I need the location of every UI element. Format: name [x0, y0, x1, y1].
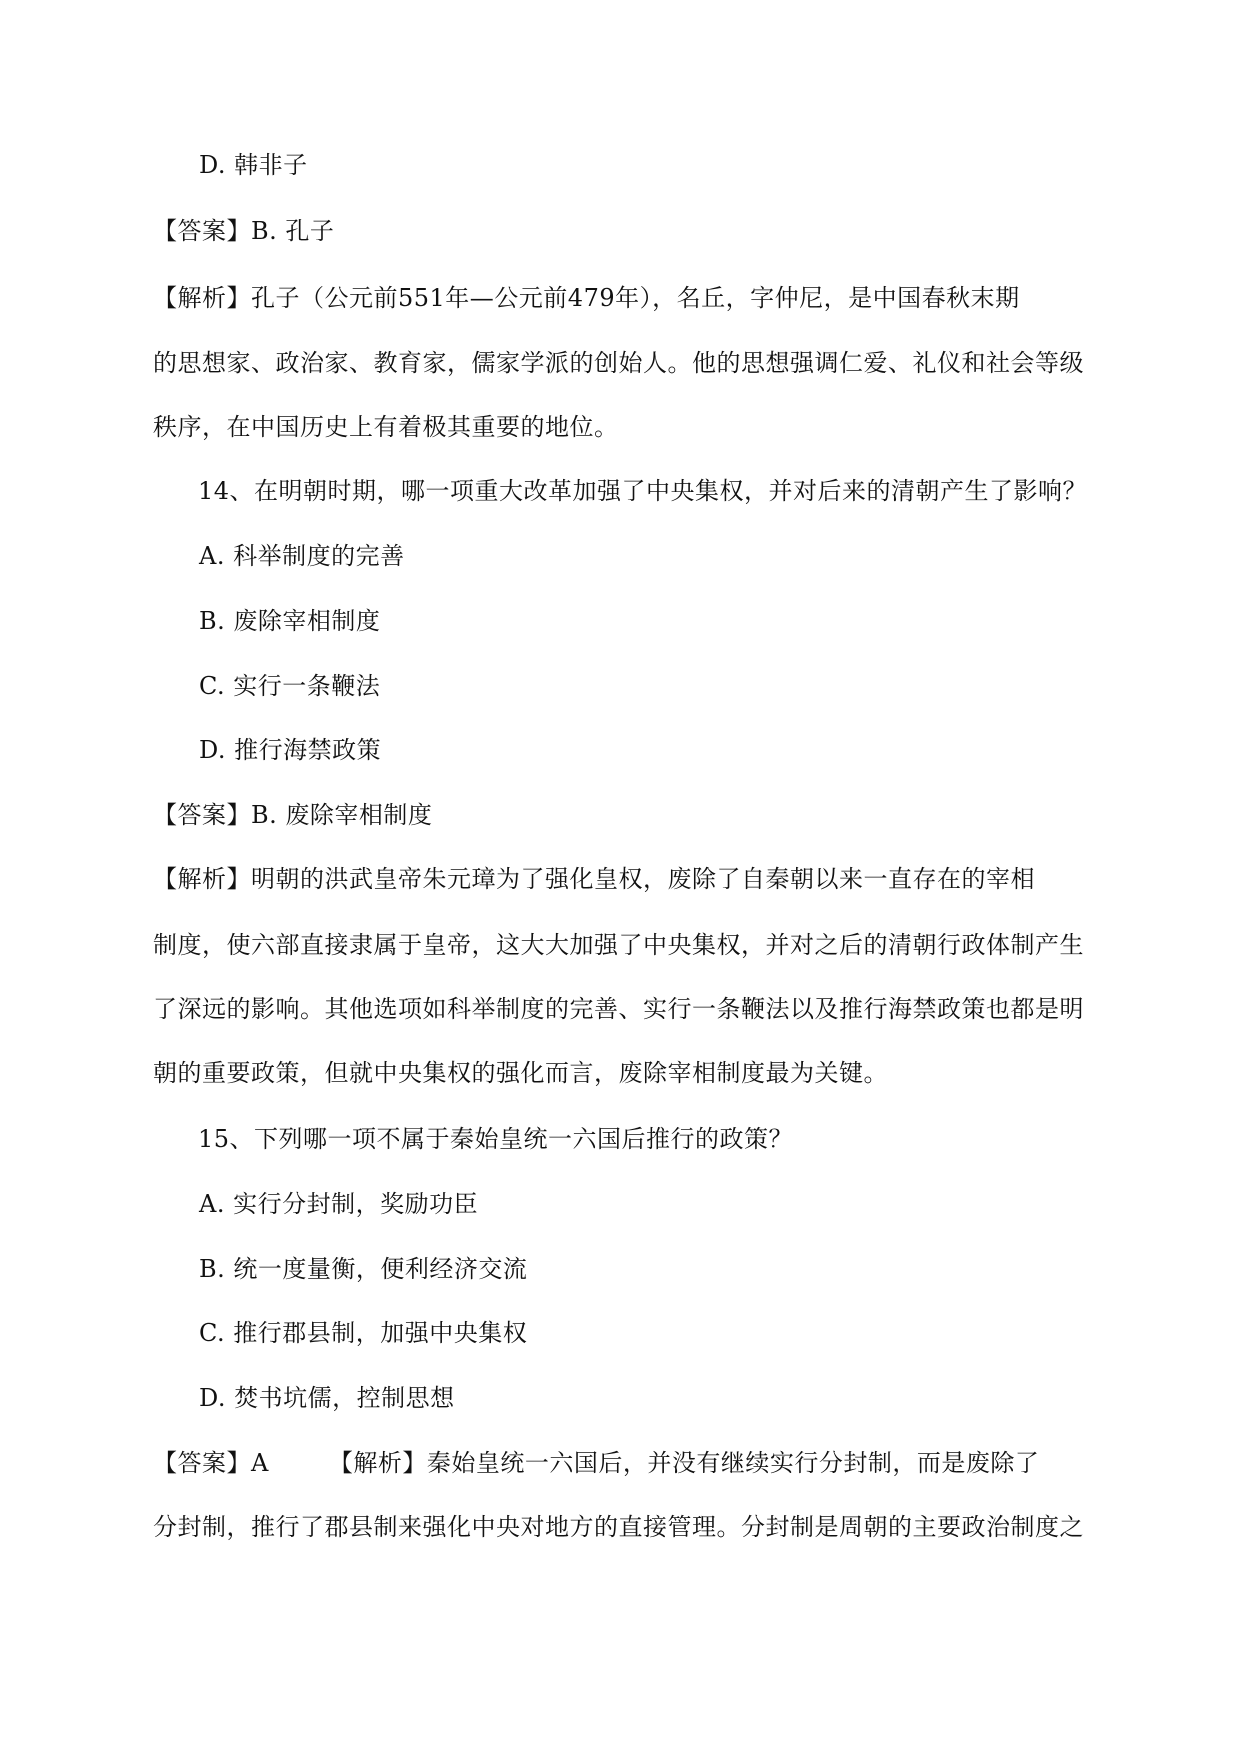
- q14-analysis-line-2: 制度，使六部直接隶属于皇帝，这大大加强了中央集权，并对之后的清朝行政体制产生: [153, 931, 1084, 959]
- q14-question: 14、在明朝时期，哪一项重大改革加强了中央集权，并对后来的清朝产生了影响？: [198, 477, 1088, 505]
- q15-analysis-start: 【解析】秦始皇统一六国后，并没有继续实行分封制，而是废除了: [328, 1449, 1040, 1477]
- q14-analysis-line-3: 了深远的影响。其他选项如科举制度的完善、实行一条鞭法以及推行海禁政策也都是明: [153, 995, 1084, 1023]
- q13-answer: 【答案】B. 孔子: [153, 217, 335, 245]
- q14-option-d: D. 推行海禁政策: [199, 736, 382, 764]
- q13-analysis-line-1: 【解析】孔子（公元前551年—公元前479年），名丘，字仲尼，是中国春秋末期: [153, 284, 1020, 312]
- q13-analysis-line-2: 的思想家、政治家、教育家，儒家学派的创始人。他的思想强调仁爱、礼仪和社会等级: [153, 349, 1084, 377]
- q15-answer: 【答案】A: [153, 1449, 269, 1477]
- q15-analysis-line-2: 分封制，推行了郡县制来强化中央对地方的直接管理。分封制是周朝的主要政治制度之: [153, 1513, 1084, 1541]
- q14-analysis-line-1: 【解析】明朝的洪武皇帝朱元璋为了强化皇权，废除了自秦朝以来一直存在的宰相: [153, 865, 1035, 893]
- q15-option-b: B. 统一度量衡，便利经济交流: [199, 1255, 528, 1283]
- q15-question: 15、下列哪一项不属于秦始皇统一六国后推行的政策？: [198, 1125, 794, 1153]
- q15-option-c: C. 推行郡县制，加强中央集权: [199, 1319, 528, 1347]
- q14-option-a: A. 科举制度的完善: [199, 542, 405, 570]
- q14-answer: 【答案】B. 废除宰相制度: [153, 801, 433, 829]
- q14-option-b: B. 废除宰相制度: [199, 607, 381, 635]
- q15-option-d: D. 焚书坑儒，控制思想: [199, 1384, 455, 1412]
- q15-answer-analysis-line-1: [153, 1446, 1241, 1480]
- q15-option-a: A. 实行分封制，奖励功臣: [199, 1190, 479, 1218]
- q13-option-d: D. 韩非子: [199, 151, 308, 179]
- q14-analysis-line-4: 朝的重要政策，但就中央集权的强化而言，废除宰相制度最为关键。: [153, 1059, 888, 1087]
- q13-analysis-line-3: 秩序，在中国历史上有着极其重要的地位。: [153, 413, 619, 441]
- q14-option-c: C. 实行一条鞭法: [199, 672, 381, 700]
